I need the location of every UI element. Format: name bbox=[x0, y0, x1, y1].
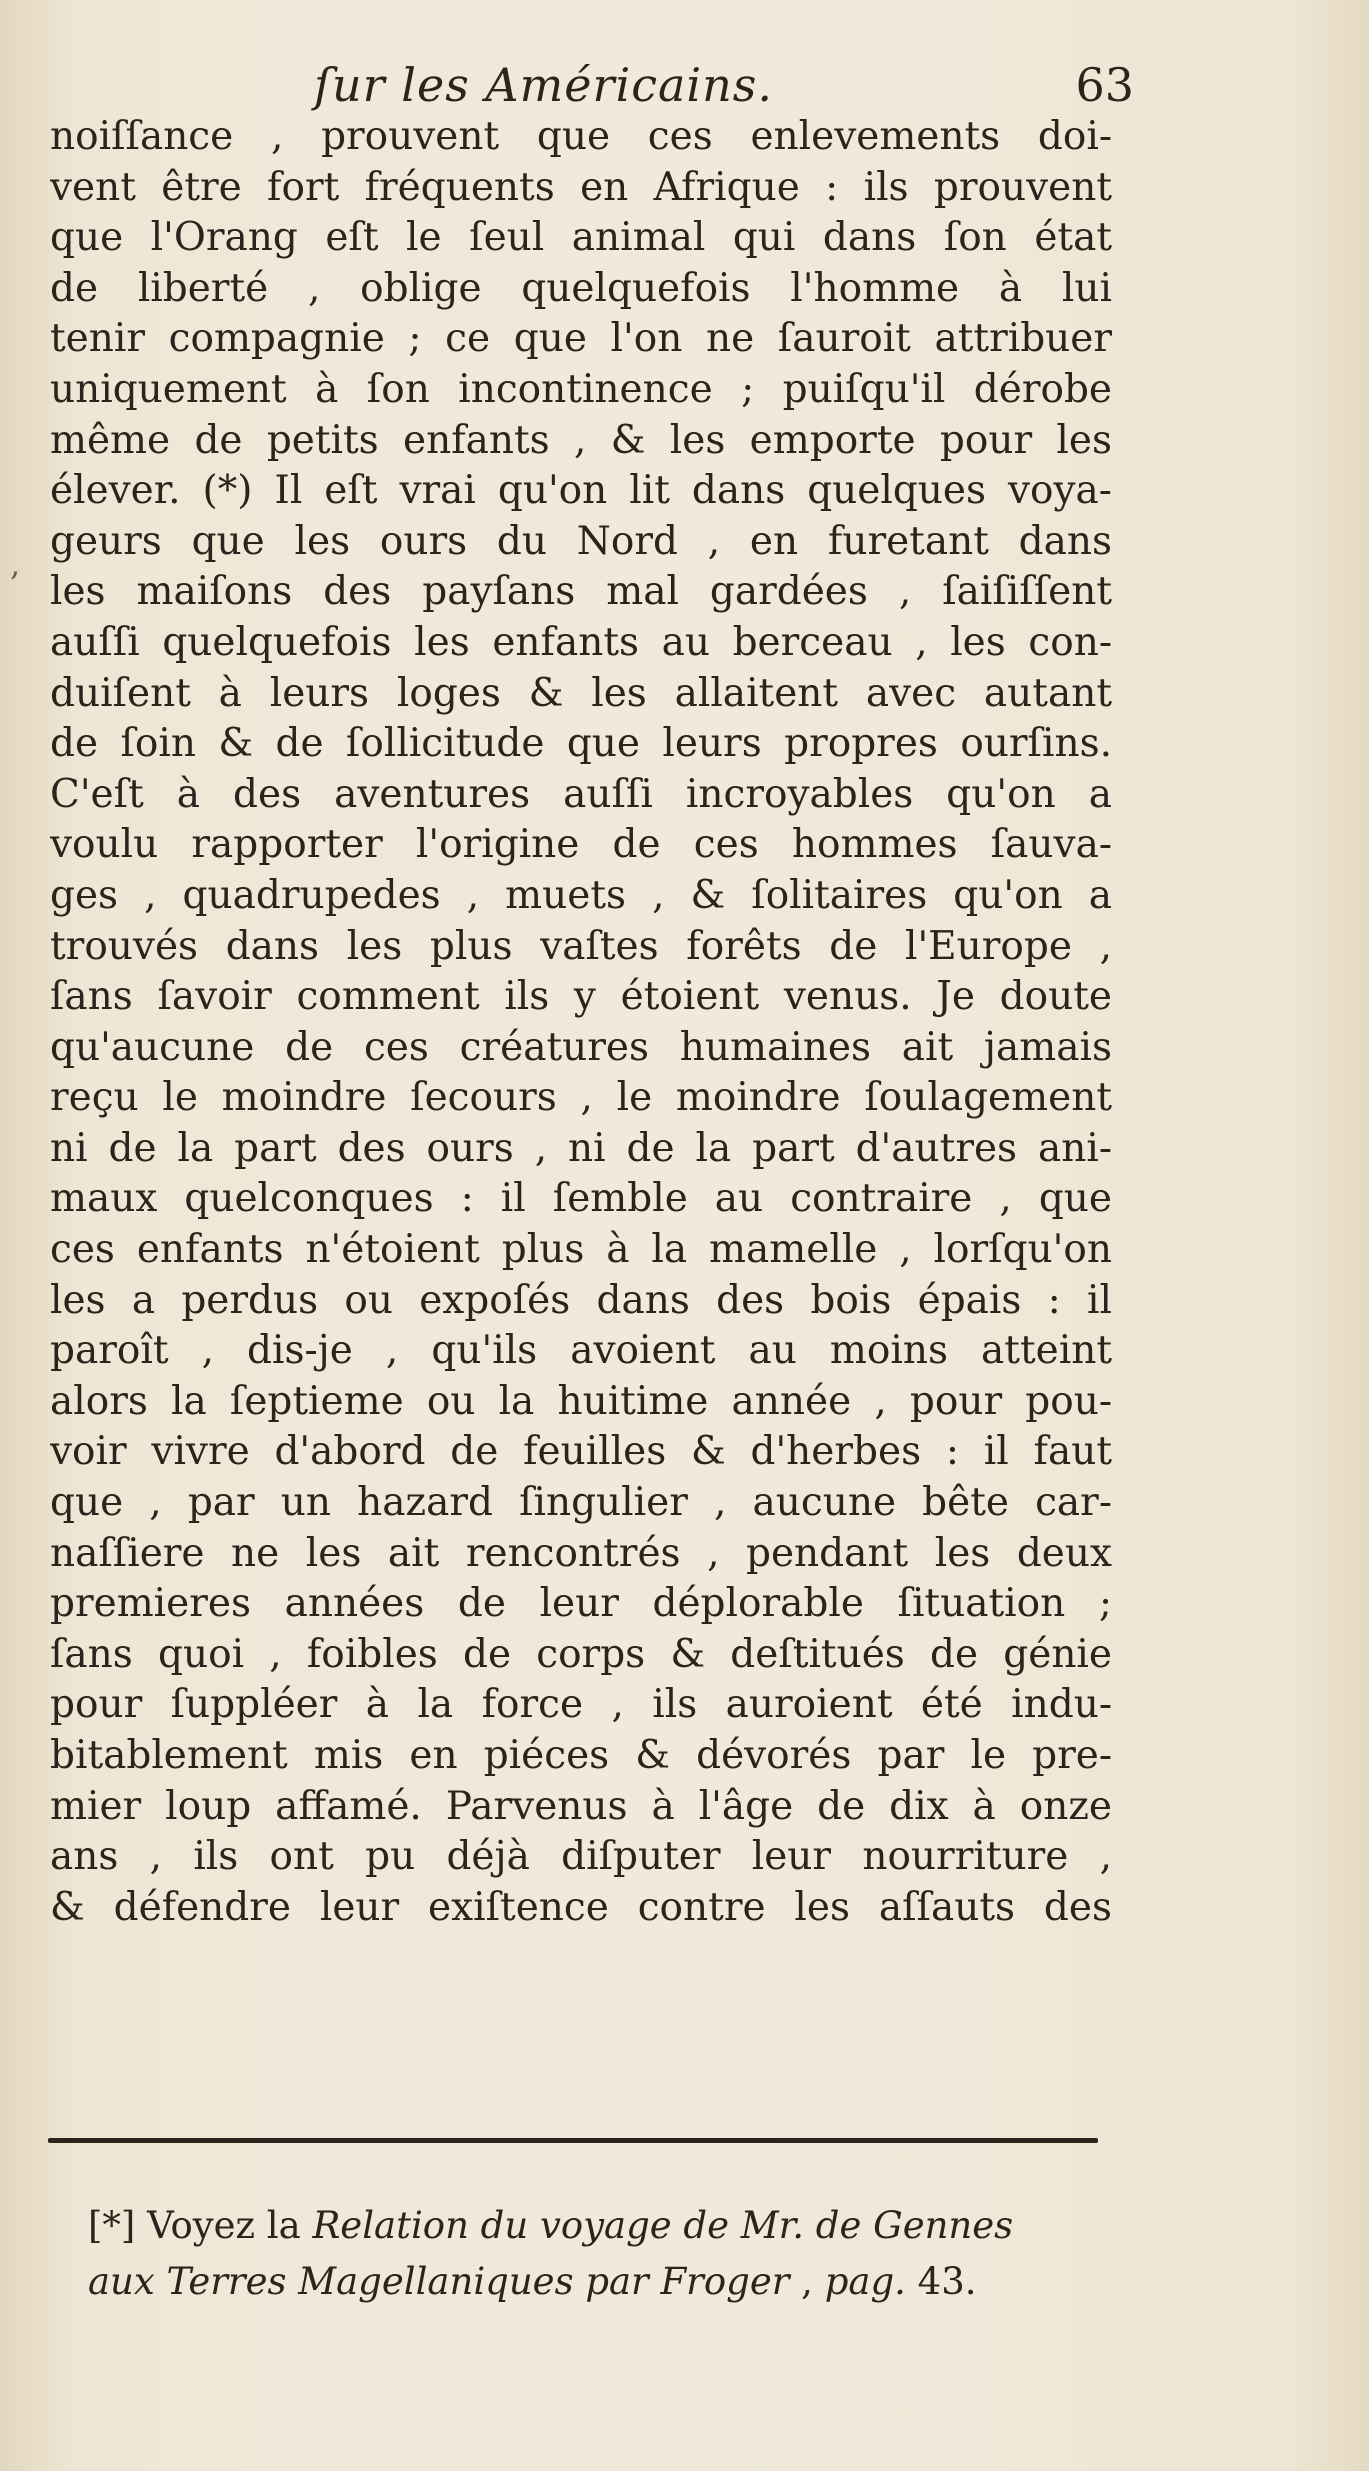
text-line: maux quelconques : il ſemble au contraire , que bbox=[50, 1176, 1112, 1222]
text-line: élever. (*) Il eſt vrai qu'on lit dans quelques voya- bbox=[50, 468, 1112, 514]
footnote-rule bbox=[48, 2138, 1098, 2143]
footnote-separator: , bbox=[789, 2260, 825, 2303]
page-number: 63 bbox=[1075, 58, 1134, 112]
text-line: naſſiere ne les ait rencontrés , pendant les deux bbox=[50, 1530, 1112, 1576]
text-line: geurs que les ours du Nord , en furetant dans bbox=[50, 518, 1112, 564]
text-line: les a perdus ou expoſés dans des bois épais : il bbox=[50, 1277, 1112, 1323]
text-line: ans , ils ont pu déjà diſputer leur nourriture , bbox=[50, 1834, 1112, 1880]
running-title: ſur les Américains. bbox=[314, 58, 773, 112]
text-line: C'eſt à des aventures auſſi incroyables qu'on a bbox=[50, 771, 1112, 817]
text-line: que l'Orang eſt le ſeul animal qui dans ſon état bbox=[50, 215, 1112, 261]
text-line: premieres années de leur déplorable ſituation ; bbox=[50, 1581, 1112, 1627]
text-line: de ſoin & de ſollicitude que leurs propres ourſins. bbox=[50, 721, 1112, 767]
text-line: tenir compagnie ; ce que l'on ne ſauroit attribuer bbox=[50, 316, 1112, 362]
text-line: ni de la part des ours , ni de la part d'autres ani- bbox=[50, 1125, 1112, 1171]
text-line: noiſſance , prouvent que ces enlevements doi- bbox=[50, 114, 1112, 159]
text-line: uniquement à ſon incontinence ; puiſqu'il dérobe bbox=[50, 366, 1112, 412]
margin-mark: , bbox=[10, 545, 21, 583]
text-line: trouvés dans les plus vaſtes forêts de l'Europe , bbox=[50, 923, 1112, 969]
text-line: ces enfants n'étoient plus à la mamelle , lorſqu'on bbox=[50, 1227, 1112, 1273]
text-line: pour ſuppléer à la force , ils auroient été indu- bbox=[50, 1682, 1112, 1728]
footnote-source: aux Terres Magellaniques par Froger bbox=[88, 2260, 790, 2303]
text-line: & défendre leur exiſtence contre les aſſauts des bbox=[50, 1884, 1112, 1930]
text-line: de liberté , oblige quelquefois l'homme à lui bbox=[50, 265, 1112, 311]
text-line: ſans quoi , foibles de corps & deſtitués de génie bbox=[50, 1631, 1112, 1677]
text-line: qu'aucune de ces créatures humaines ait jamais bbox=[50, 1024, 1112, 1070]
footnote-title: Relation du voyage de Mr. de Gennes bbox=[312, 2204, 1014, 2247]
body-text bbox=[50, 112, 1112, 1933]
footnote-page-number: 43. bbox=[905, 2260, 977, 2303]
text-line: mier loup affamé. Parvenus à l'âge de dix à onze bbox=[50, 1783, 1112, 1829]
text-line: voir vivre d'abord de feuilles & d'herbes : il faut bbox=[50, 1429, 1112, 1475]
footnote-page-label: pag. bbox=[824, 2260, 906, 2303]
text-line: les maiſons des payſans mal gardées , ſaiſiſſent bbox=[50, 569, 1112, 615]
text-line: bitablement mis en piéces & dévorés par le pre- bbox=[50, 1733, 1112, 1778]
footnote-line-1 bbox=[88, 2198, 1108, 2254]
text-line: alors la ſeptieme ou la huitime année , pour pou- bbox=[50, 1378, 1112, 1424]
text-line: ges , quadrupedes , muets , & ſolitaires qu'on a bbox=[50, 872, 1112, 918]
text-line: même de petits enfants , & les emporte pour les bbox=[50, 417, 1112, 463]
footnote bbox=[88, 2198, 1108, 2310]
page-header bbox=[44, 58, 1134, 118]
text-line: auſſi quelquefois les enfants au berceau , les con- bbox=[50, 619, 1112, 665]
text-line: reçu le moindre ſecours , le moindre ſoulagement bbox=[50, 1075, 1112, 1121]
text-line: vent être fort fréquents en Afrique : ils prouvent bbox=[50, 164, 1112, 210]
text-line: que , par un hazard ſingulier , aucune bête car- bbox=[50, 1480, 1112, 1526]
footnote-prefix: [*] Voyez la bbox=[88, 2204, 313, 2247]
text-line: voulu rapporter l'origine de ces hommes ſauva- bbox=[50, 822, 1112, 868]
footnote-line-2 bbox=[88, 2254, 1108, 2310]
text-line: paroît , dis-je , qu'ils avoient au moins atteint bbox=[50, 1328, 1112, 1374]
text-line: ſans ſavoir comment ils y étoient venus. Je doute bbox=[50, 974, 1112, 1020]
text-line: duiſent à leurs loges & les allaitent avec autant bbox=[50, 670, 1112, 716]
